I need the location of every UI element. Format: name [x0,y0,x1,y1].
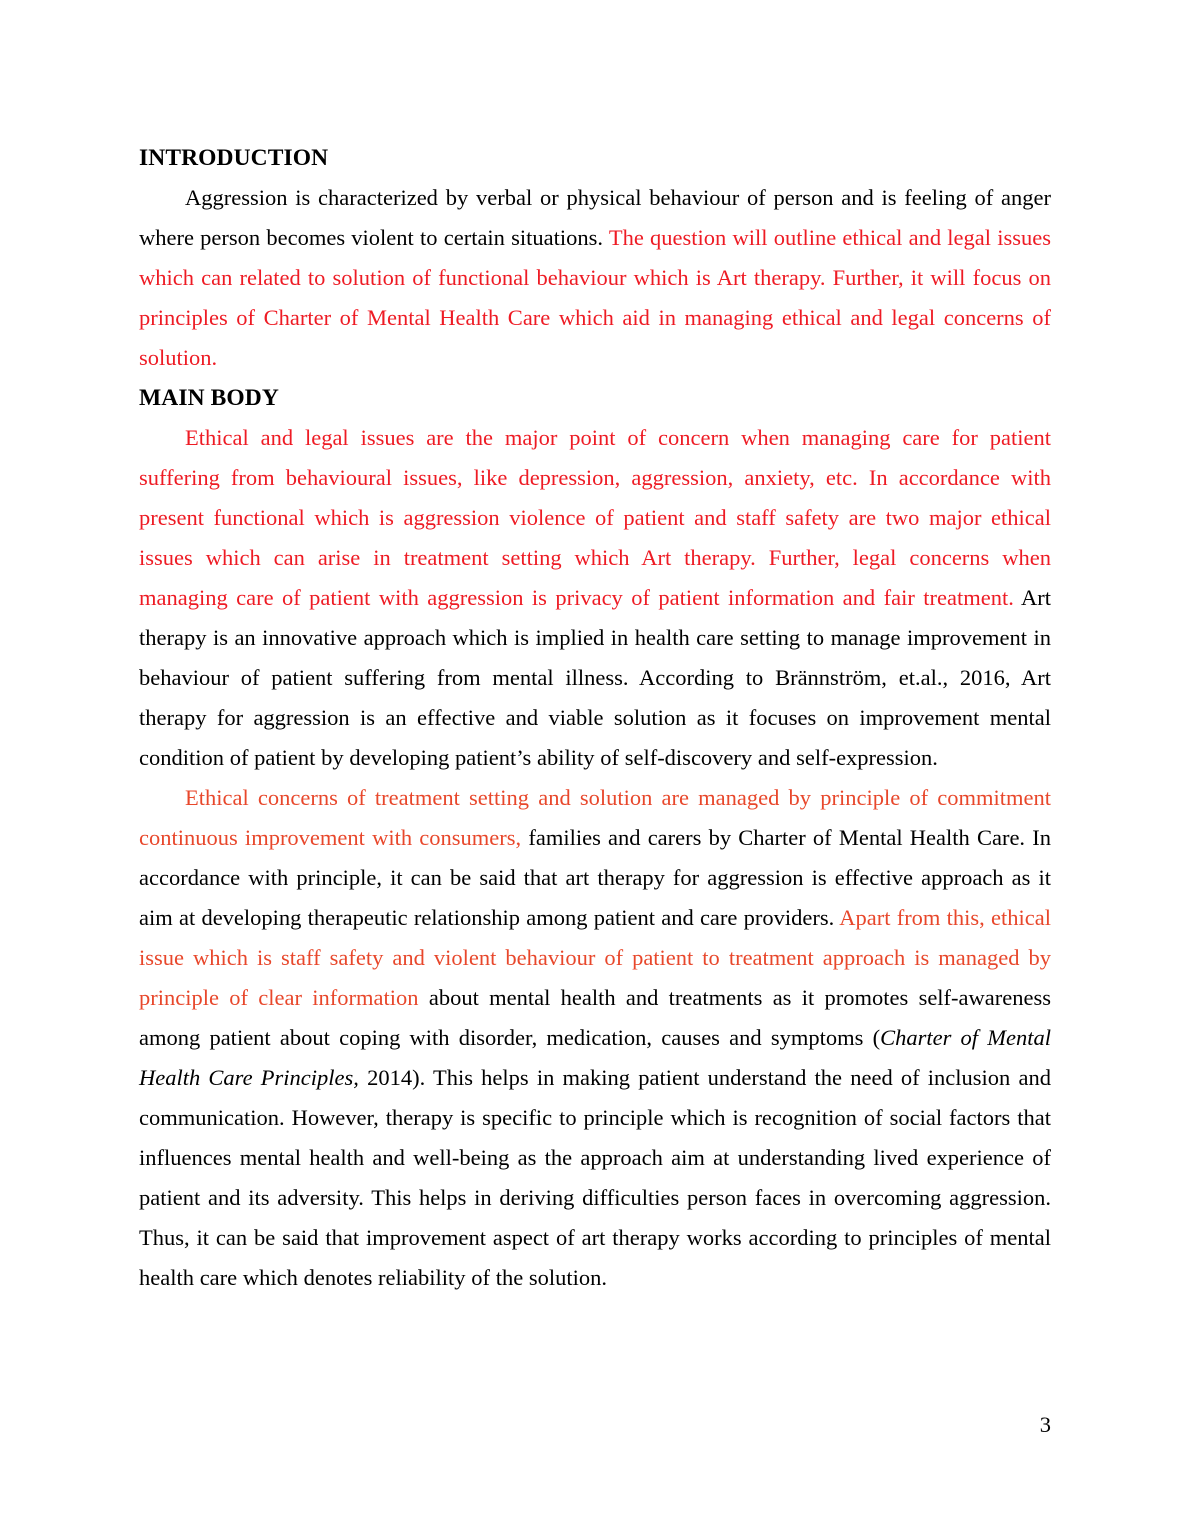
text-run: families and carers by Charter of Mental Health Care. In accordance with principle, it can be said that art therapy for aggression is effective approach as it aim at developing therapeutic relationship among patient and care providers. [139,825,1051,930]
section-heading-introduction: INTRODUCTION [139,145,329,171]
text-run-highlight: The question will outline ethical and legal issues which can related to solution of functional behaviour which is Art therapy. Further, it will focus on principles of Charter of Mental Health Care which aid in managing ethical and legal concerns of solution. [139,225,1051,370]
text-run-highlight: Ethical and legal issues are the major point of concern when managing care for patient suffering from behavioural issues, like depression, aggression, anxiety, etc. In accordance with present functional which is aggression violence of patient and staff safety are two major ethical issues which can arise in treatment setting which Art therapy. Further, legal concerns when managing care of patient with aggression is privacy of patient information and fair treatment. [139,425,1051,610]
text-run: Aggression is characterized by verbal or physical behaviour of person and is feeling of anger where person becomes violent to certain situations. [139,185,1051,250]
paragraph-main-body-1 [139,418,1051,778]
page-number: 3 [1039,1412,1051,1437]
text-run-highlight: Apart from this, ethical issue which is staff safety and violent behaviour of patient to treatment approach is managed by principle of clear information [139,905,1051,1010]
text-run: Art therapy is an innovative approach which is implied in health care setting to manage improvement in behaviour of patient suffering from mental illness. According to Brännström, et.al., 2016, Art therapy for aggression is an effective and viable solution as it focuses on improvement mental condition of patient by developing patient’s ability of self-discovery and self-expression. [139,585,1051,770]
text-run: 2014). This helps in making patient understand the need of inclusion and communication. However, therapy is specific to principle which is recognition of social factors that influences mental health and well-being as the approach aim at understanding lived experience of patient and its adversity. This helps in deriving difficulties person faces in overcoming aggression. Thus, it can be said that improvement aspect of art therapy works according to principles of mental health care which denotes reliability of the solution. [139,1065,1051,1290]
paragraph-main-body-2 [139,778,1051,1298]
paragraph-introduction-1 [139,178,1051,378]
text-run: about mental health and treatments as it promotes self-awareness among patient about coping with disorder, medication, causes and symptoms ( [139,985,1051,1050]
page-content [139,138,1051,1298]
text-run-highlight: Ethical concerns of treatment setting and solution are managed by principle of commitment continuous improvement with consumers, [139,785,1051,850]
text-run-citation-title: Charter of Mental Health Care Principles, [139,1025,1051,1090]
section-heading-main-body: MAIN BODY [139,385,279,411]
